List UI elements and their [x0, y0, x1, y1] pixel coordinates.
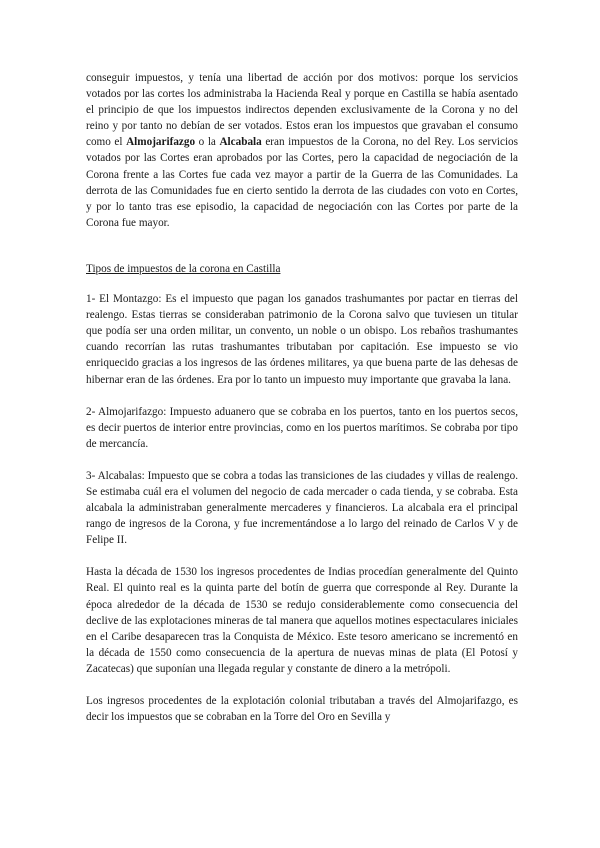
paragraph-indias: Hasta la década de 1530 los ingresos procedentes de Indias procedían generalmente del Quinto Real. El quinto real es la quinta parte del botín de guerra que corresponde al Rey. Durante la época alrededor de la década de 1530 se redujo considerablemente como consecuencia del declive de las explotaciones mineras de tal manera que aquellos motines espectaculares iniciales en el Caribe desaparecen tras la Conquista de México. Este tesoro americano se incrementó en la década de 1550 como consecuencia de la apertura de nuevas minas de plata (El Potosí y Zacatecas) que suponían una llegada regular y constante de dinero a la metrópoli. [86, 566, 518, 675]
section-heading: Tipos de impuestos de la corona en Castilla [86, 262, 281, 275]
paragraph-alcabalas: 3- Alcabalas: Impuesto que se cobra a todas las transiciones de las ciudades y villas de realengo. Se estimaba cuál era el volumen del negocio de cada mercader o cada tienda, y se cobraba. Esta alcabala la administraban generalmente mercaderes y financieros. La alcabala era el principal rango de ingresos de la Corona, y fue incrementándose a lo largo del reinado de Carlos V y de Felipe II. [86, 469, 518, 547]
paragraph-montazgo: 1- El Montazgo: Es el impuesto que pagan los ganados trashumantes por pactar en tierras del realengo. Estas tierras se consideraban patrimonio de la Corona salvo que tuviesen un titular que podía ser una orden militar, un convento, un noble o un obispo. Los rebaños trashumantes cuando recorrían las rutas trashumantes tributaban por capitación. Ese impuesto se vio enriquecido gracias a los ingresos de las órdenes militares, ya que buena parte de las dehesas de hibernar eran de las órdenes. Era por lo tanto un impuesto muy importante que gravaba la lana. [86, 293, 518, 386]
bold-term-alcabala: Alcabala [219, 136, 262, 149]
bold-term-almojarifazgo: Almojarifazgo [126, 136, 196, 149]
paragraph-intro-text-c: o la [195, 136, 220, 149]
paragraph-intro-text-d: eran impuestos de la Corona, no del Rey. Los servicios votados por las Cortes eran aprobados por las Cortes, pero la capacidad de negociación de la Corona frente a las Cortes fue cada vez mayor a partir de la Guerra de las Comunidades. La derrota de las Comunidades fue en cierto sentido la derrota de las ciudades con voto en Cortes, y por lo tanto tras ese episodio, la capacidad de negociación con las Cortes por parte de la Corona fue mayor. [86, 136, 518, 229]
document-body [86, 70, 518, 741]
paragraph-intro [86, 70, 518, 231]
paragraph-intro-text-a: conseguir impuestos, y tenía una libertad de acción por dos motivos: porque los servicios votados por las cortes los administraba la Hacienda Real y porque en Castilla se había asentado el principio de que los impuestos indirectos dependen exclusivamente de la Corona y no del reino y por tanto no debían de ser votados. Estos eran los impuestos que gravaban el consumo como el [86, 72, 518, 149]
paragraph-almojarifazgo: 2- Almojarifazgo: Impuesto aduanero que se cobraba en los puertos, tanto en los puertos secos, es decir puertos de interior entre provincias, como en los puertos marítimos. Se cobraba por tipo de mercancía. [86, 405, 518, 450]
paragraph-colonial: Los ingresos procedentes de la explotación colonial tributaban a través del Almojarifazgo, es decir los impuestos que se cobraban en la Torre del Oro en Sevilla y [86, 695, 518, 724]
